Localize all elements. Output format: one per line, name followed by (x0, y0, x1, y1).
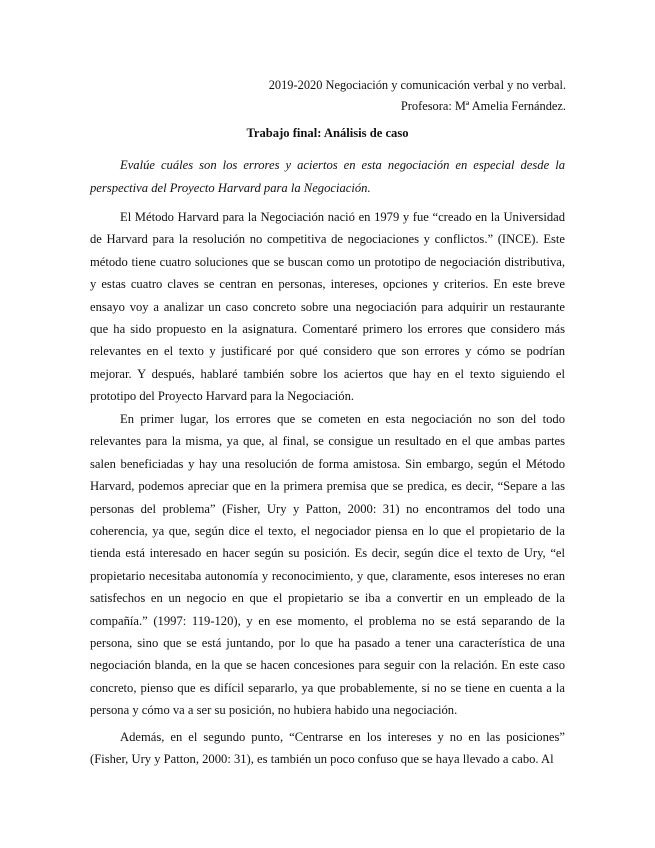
body-paragraph-2: En primer lugar, los errores que se cometen en esta negociación no son del todo relevantes para la misma, ya que, al final, se consigue un resultado en el que ambas partes salen beneficiadas y hay una resolución de forma amistosa. Sin embargo, según el Método Harvard, podemos apreciar que en la primera premisa que se predica, es decir, “Separe a las personas del problema” (Fisher, Ury y Patton, 2000: 31) no encontramos del todo una coherencia, ya que, según dice el texto, el negociador piensa en lo que el propietario de la tienda está interesado en hacer según su posición. Es decir, según dice el texto de Ury, “el propietario necesitaba autonomía y reconocimiento, y que, claramente, esos intereses no eran satisfechos en un negocio en que el propietario se iba a convertir en un empleado de la compañía.” (1997: 119-120), y en ese momento, el problema no se está separando de la persona, sino que se está juntando, por lo que ha pasado a tener una característica de una negociación blanda, en la que se hacen concesiones para seguir con la relación. En este caso concreto, pienso que es difícil separarlo, ya que probablemente, si no se tiene en cuenta a la persona y cómo va a ser su posición, no hubiera habido una negociación. (90, 412, 565, 718)
professor-header-line: Profesora: Mª Amelia Fernández. (400, 99, 566, 113)
course-header-line: 2019-2020 Negociación y comunicación verbal y no verbal. (268, 78, 566, 92)
body-paragraph-1: El Método Harvard para la Negociación nació en 1979 y fue “creado en la Universidad de Harvard para la resolución no competitiva de negociaciones y conflictos.” (INCE). Este método tiene cuatro soluciones que se buscan como un prototipo de negociación distributiva, y estas cuatro claves se centran en personas, intereses, opciones y criterios. En este breve ensayo voy a analizar un caso concreto sobre una negociación para adquirir un restaurante que ha sido propuesto en la asignatura. Comentaré primero los errores que considero más relevantes en el texto y justificaré por qué considero que son errores y cómo se podrían mejorar. Y después, hablaré también sobre los aciertos que hay en el texto siguiendo el prototipo del Proyecto Harvard para la Negociación. (90, 210, 565, 404)
assignment-prompt: Evalúe cuáles son los errores y aciertos en esta negociación en especial desde la perspectiva del Proyecto Harvard para la Negociación. (90, 158, 565, 195)
document-title: Trabajo final: Análisis de caso (246, 126, 409, 140)
body-paragraph-3: Además, en el segundo punto, “Centrarse en los intereses y no en las posiciones” (Fisher, Ury y Patton, 2000: 31), es también un poco confuso que se haya llevado a cabo. Al (90, 730, 565, 767)
